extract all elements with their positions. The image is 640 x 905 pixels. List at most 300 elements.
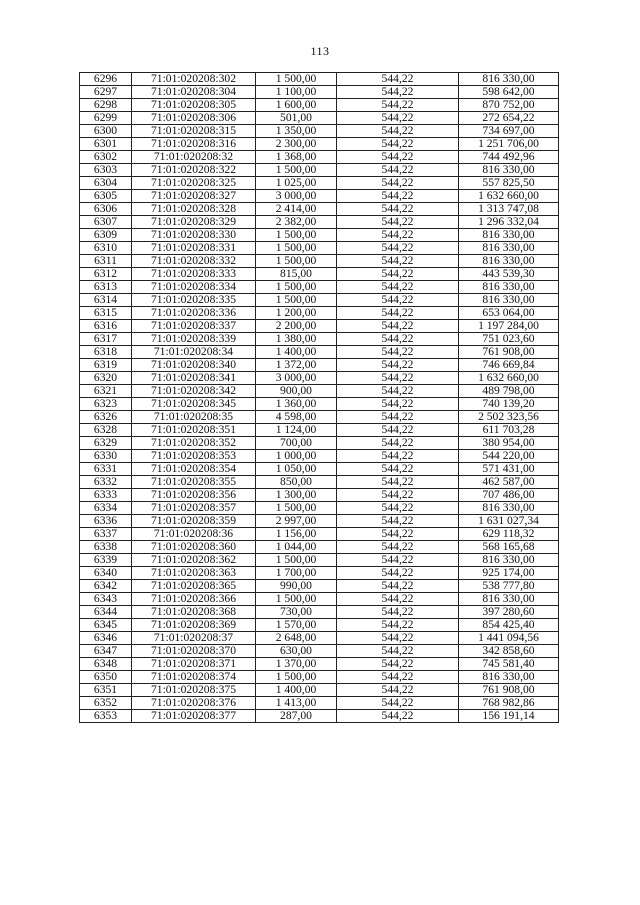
rate-cell: 544,22 [337, 203, 459, 216]
area-cell: 1 500,00 [256, 593, 337, 606]
row-number-cell: 6353 [80, 710, 132, 723]
table-row [80, 554, 559, 567]
area-cell: 501,00 [256, 112, 337, 125]
value-cell: 1 251 706,00 [459, 138, 559, 151]
cadastral-number-cell: 71:01:020208:341 [132, 372, 256, 385]
row-number-cell: 6318 [80, 346, 132, 359]
table-row [80, 476, 559, 489]
rate-cell: 544,22 [337, 658, 459, 671]
row-number-cell: 6309 [80, 229, 132, 242]
row-number-cell: 6305 [80, 190, 132, 203]
row-number-cell: 6316 [80, 320, 132, 333]
area-cell: 3 000,00 [256, 190, 337, 203]
rate-cell: 544,22 [337, 463, 459, 476]
value-cell: 571 431,00 [459, 463, 559, 476]
cadastral-number-cell: 71:01:020208:360 [132, 541, 256, 554]
area-cell: 700,00 [256, 437, 337, 450]
table-row [80, 242, 559, 255]
area-cell: 1 500,00 [256, 242, 337, 255]
rate-cell: 544,22 [337, 398, 459, 411]
cadastral-number-cell: 71:01:020208:354 [132, 463, 256, 476]
value-cell: 538 777,80 [459, 580, 559, 593]
value-cell: 870 752,00 [459, 99, 559, 112]
table-row [80, 294, 559, 307]
value-cell: 462 587,00 [459, 476, 559, 489]
row-number-cell: 6332 [80, 476, 132, 489]
value-cell: 707 486,00 [459, 489, 559, 502]
table-row [80, 73, 559, 86]
cadastral-number-cell: 71:01:020208:356 [132, 489, 256, 502]
row-number-cell: 6350 [80, 671, 132, 684]
value-cell: 816 330,00 [459, 502, 559, 515]
table-row [80, 619, 559, 632]
table-row [80, 216, 559, 229]
cadastral-number-cell: 71:01:020208:36 [132, 528, 256, 541]
area-cell: 1 500,00 [256, 164, 337, 177]
rate-cell: 544,22 [337, 242, 459, 255]
area-cell: 630,00 [256, 645, 337, 658]
cadastral-number-cell: 71:01:020208:370 [132, 645, 256, 658]
table-row [80, 632, 559, 645]
row-number-cell: 6315 [80, 307, 132, 320]
rate-cell: 544,22 [337, 333, 459, 346]
table-row [80, 229, 559, 242]
rate-cell: 544,22 [337, 307, 459, 320]
row-number-cell: 6296 [80, 73, 132, 86]
cadastral-number-cell: 71:01:020208:377 [132, 710, 256, 723]
rate-cell: 544,22 [337, 138, 459, 151]
value-cell: 568 165,68 [459, 541, 559, 554]
area-cell: 1 124,00 [256, 424, 337, 437]
area-cell: 1 500,00 [256, 502, 337, 515]
rate-cell: 544,22 [337, 411, 459, 424]
value-cell: 2 502 323,56 [459, 411, 559, 424]
table-row [80, 489, 559, 502]
row-number-cell: 6317 [80, 333, 132, 346]
rate-cell: 544,22 [337, 671, 459, 684]
value-cell: 816 330,00 [459, 73, 559, 86]
rate-cell: 544,22 [337, 437, 459, 450]
cadastral-number-cell: 71:01:020208:371 [132, 658, 256, 671]
value-cell: 1 197 284,00 [459, 320, 559, 333]
rate-cell: 544,22 [337, 86, 459, 99]
row-number-cell: 6311 [80, 255, 132, 268]
value-cell: 816 330,00 [459, 281, 559, 294]
table-row [80, 437, 559, 450]
row-number-cell: 6320 [80, 372, 132, 385]
rate-cell: 544,22 [337, 359, 459, 372]
cadastral-number-cell: 71:01:020208:329 [132, 216, 256, 229]
value-cell: 816 330,00 [459, 593, 559, 606]
cadastral-number-cell: 71:01:020208:359 [132, 515, 256, 528]
value-cell: 1 313 747,08 [459, 203, 559, 216]
row-number-cell: 6314 [80, 294, 132, 307]
rate-cell: 544,22 [337, 476, 459, 489]
value-cell: 443 539,30 [459, 268, 559, 281]
cadastral-number-cell: 71:01:020208:355 [132, 476, 256, 489]
row-number-cell: 6352 [80, 697, 132, 710]
cadastral-number-cell: 71:01:020208:336 [132, 307, 256, 320]
cadastral-number-cell: 71:01:020208:322 [132, 164, 256, 177]
value-cell: 816 330,00 [459, 294, 559, 307]
area-cell: 1 500,00 [256, 255, 337, 268]
rate-cell: 544,22 [337, 528, 459, 541]
value-cell: 816 330,00 [459, 671, 559, 684]
area-cell: 900,00 [256, 385, 337, 398]
cadastral-number-cell: 71:01:020208:374 [132, 671, 256, 684]
row-number-cell: 6330 [80, 450, 132, 463]
row-number-cell: 6331 [80, 463, 132, 476]
table-row [80, 307, 559, 320]
value-cell: 1 296 332,04 [459, 216, 559, 229]
cadastral-number-cell: 71:01:020208:305 [132, 99, 256, 112]
area-cell: 1 500,00 [256, 294, 337, 307]
table-row [80, 528, 559, 541]
table-row [80, 658, 559, 671]
value-cell: 598 642,00 [459, 86, 559, 99]
table-row [80, 333, 559, 346]
value-cell: 156 191,14 [459, 710, 559, 723]
area-cell: 1 370,00 [256, 658, 337, 671]
row-number-cell: 6346 [80, 632, 132, 645]
cadastral-number-cell: 71:01:020208:357 [132, 502, 256, 515]
value-cell: 816 330,00 [459, 242, 559, 255]
rate-cell: 544,22 [337, 619, 459, 632]
cadastral-number-cell: 71:01:020208:365 [132, 580, 256, 593]
row-number-cell: 6298 [80, 99, 132, 112]
area-cell: 990,00 [256, 580, 337, 593]
table-row [80, 99, 559, 112]
row-number-cell: 6329 [80, 437, 132, 450]
value-cell: 489 798,00 [459, 385, 559, 398]
cadastral-number-cell: 71:01:020208:334 [132, 281, 256, 294]
table-row [80, 138, 559, 151]
value-cell: 744 492,96 [459, 151, 559, 164]
table-row [80, 567, 559, 580]
cadastral-number-cell: 71:01:020208:339 [132, 333, 256, 346]
value-cell: 1 631 027,34 [459, 515, 559, 528]
rate-cell: 544,22 [337, 593, 459, 606]
area-cell: 1 200,00 [256, 307, 337, 320]
table-row [80, 346, 559, 359]
rate-cell: 544,22 [337, 73, 459, 86]
value-cell: 816 330,00 [459, 164, 559, 177]
value-cell: 611 703,28 [459, 424, 559, 437]
value-cell: 653 064,00 [459, 307, 559, 320]
cadastral-number-cell: 71:01:020208:368 [132, 606, 256, 619]
table-row [80, 697, 559, 710]
area-cell: 1 368,00 [256, 151, 337, 164]
rate-cell: 544,22 [337, 190, 459, 203]
table-row [80, 593, 559, 606]
row-number-cell: 6344 [80, 606, 132, 619]
cadastral-number-cell: 71:01:020208:37 [132, 632, 256, 645]
value-cell: 342 858,60 [459, 645, 559, 658]
area-cell: 1 400,00 [256, 346, 337, 359]
row-number-cell: 6299 [80, 112, 132, 125]
rate-cell: 544,22 [337, 632, 459, 645]
cadastral-number-cell: 71:01:020208:337 [132, 320, 256, 333]
row-number-cell: 6303 [80, 164, 132, 177]
area-cell: 1 570,00 [256, 619, 337, 632]
rate-cell: 544,22 [337, 489, 459, 502]
rate-cell: 544,22 [337, 216, 459, 229]
value-cell: 734 697,00 [459, 125, 559, 138]
row-number-cell: 6334 [80, 502, 132, 515]
rate-cell: 544,22 [337, 320, 459, 333]
rate-cell: 544,22 [337, 372, 459, 385]
table-row [80, 203, 559, 216]
table-row [80, 255, 559, 268]
area-cell: 1 500,00 [256, 554, 337, 567]
table-row [80, 580, 559, 593]
table-row [80, 424, 559, 437]
table-row [80, 671, 559, 684]
table-row [80, 190, 559, 203]
table-row [80, 281, 559, 294]
table-row [80, 710, 559, 723]
table-row [80, 606, 559, 619]
area-cell: 1 156,00 [256, 528, 337, 541]
cadastral-number-cell: 71:01:020208:351 [132, 424, 256, 437]
row-number-cell: 6339 [80, 554, 132, 567]
row-number-cell: 6338 [80, 541, 132, 554]
rate-cell: 544,22 [337, 502, 459, 515]
row-number-cell: 6343 [80, 593, 132, 606]
cadastral-number-cell: 71:01:020208:352 [132, 437, 256, 450]
table-row [80, 268, 559, 281]
area-cell: 1 025,00 [256, 177, 337, 190]
row-number-cell: 6313 [80, 281, 132, 294]
table-row [80, 502, 559, 515]
row-number-cell: 6328 [80, 424, 132, 437]
area-cell: 1 300,00 [256, 489, 337, 502]
area-cell: 1 050,00 [256, 463, 337, 476]
value-cell: 272 654,22 [459, 112, 559, 125]
row-number-cell: 6302 [80, 151, 132, 164]
area-cell: 1 500,00 [256, 73, 337, 86]
cadastral-number-cell: 71:01:020208:369 [132, 619, 256, 632]
row-number-cell: 6340 [80, 567, 132, 580]
table-row [80, 177, 559, 190]
rate-cell: 544,22 [337, 697, 459, 710]
rate-cell: 544,22 [337, 424, 459, 437]
value-cell: 629 118,32 [459, 528, 559, 541]
value-cell: 557 825,50 [459, 177, 559, 190]
rate-cell: 544,22 [337, 554, 459, 567]
value-cell: 761 908,00 [459, 684, 559, 697]
area-cell: 1 600,00 [256, 99, 337, 112]
area-cell: 1 372,00 [256, 359, 337, 372]
area-cell: 850,00 [256, 476, 337, 489]
area-cell: 1 350,00 [256, 125, 337, 138]
row-number-cell: 6348 [80, 658, 132, 671]
rate-cell: 544,22 [337, 567, 459, 580]
rate-cell: 544,22 [337, 710, 459, 723]
value-cell: 854 425,40 [459, 619, 559, 632]
row-number-cell: 6307 [80, 216, 132, 229]
value-cell: 544 220,00 [459, 450, 559, 463]
area-cell: 287,00 [256, 710, 337, 723]
cadastral-number-cell: 71:01:020208:331 [132, 242, 256, 255]
table-body [80, 73, 559, 723]
area-cell: 2 382,00 [256, 216, 337, 229]
area-cell: 1 400,00 [256, 684, 337, 697]
table-row [80, 541, 559, 554]
row-number-cell: 6336 [80, 515, 132, 528]
area-cell: 1 360,00 [256, 398, 337, 411]
cadastral-number-cell: 71:01:020208:332 [132, 255, 256, 268]
rate-cell: 544,22 [337, 580, 459, 593]
rate-cell: 544,22 [337, 515, 459, 528]
area-cell: 1 044,00 [256, 541, 337, 554]
cadastral-number-cell: 71:01:020208:302 [132, 73, 256, 86]
area-cell: 1 000,00 [256, 450, 337, 463]
value-cell: 740 139,20 [459, 398, 559, 411]
cadastral-value-table [79, 72, 559, 723]
value-cell: 751 023,60 [459, 333, 559, 346]
cadastral-number-cell: 71:01:020208:345 [132, 398, 256, 411]
value-cell: 768 982,86 [459, 697, 559, 710]
cadastral-number-cell: 71:01:020208:316 [132, 138, 256, 151]
rate-cell: 544,22 [337, 151, 459, 164]
area-cell: 1 100,00 [256, 86, 337, 99]
row-number-cell: 6321 [80, 385, 132, 398]
value-cell: 925 174,00 [459, 567, 559, 580]
table-row [80, 645, 559, 658]
rate-cell: 544,22 [337, 177, 459, 190]
row-number-cell: 6351 [80, 684, 132, 697]
area-cell: 730,00 [256, 606, 337, 619]
row-number-cell: 6326 [80, 411, 132, 424]
cadastral-number-cell: 71:01:020208:32 [132, 151, 256, 164]
cadastral-number-cell: 71:01:020208:353 [132, 450, 256, 463]
cadastral-number-cell: 71:01:020208:366 [132, 593, 256, 606]
area-cell: 2 300,00 [256, 138, 337, 151]
table-row [80, 463, 559, 476]
rate-cell: 544,22 [337, 164, 459, 177]
row-number-cell: 6342 [80, 580, 132, 593]
cadastral-number-cell: 71:01:020208:376 [132, 697, 256, 710]
table-row [80, 359, 559, 372]
cadastral-number-cell: 71:01:020208:340 [132, 359, 256, 372]
rate-cell: 544,22 [337, 268, 459, 281]
row-number-cell: 6297 [80, 86, 132, 99]
cadastral-number-cell: 71:01:020208:35 [132, 411, 256, 424]
rate-cell: 544,22 [337, 450, 459, 463]
table-row [80, 86, 559, 99]
rate-cell: 544,22 [337, 281, 459, 294]
area-cell: 3 000,00 [256, 372, 337, 385]
rate-cell: 544,22 [337, 606, 459, 619]
value-cell: 397 280,60 [459, 606, 559, 619]
cadastral-number-cell: 71:01:020208:315 [132, 125, 256, 138]
table-row [80, 684, 559, 697]
cadastral-number-cell: 71:01:020208:306 [132, 112, 256, 125]
table-row [80, 372, 559, 385]
rate-cell: 544,22 [337, 645, 459, 658]
rate-cell: 544,22 [337, 99, 459, 112]
row-number-cell: 6323 [80, 398, 132, 411]
area-cell: 1 500,00 [256, 281, 337, 294]
rate-cell: 544,22 [337, 125, 459, 138]
cadastral-number-cell: 71:01:020208:328 [132, 203, 256, 216]
area-cell: 1 500,00 [256, 229, 337, 242]
cadastral-number-cell: 71:01:020208:335 [132, 294, 256, 307]
value-cell: 1 441 094,56 [459, 632, 559, 645]
table-row [80, 398, 559, 411]
cadastral-number-cell: 71:01:020208:333 [132, 268, 256, 281]
cadastral-number-cell: 71:01:020208:362 [132, 554, 256, 567]
rate-cell: 544,22 [337, 385, 459, 398]
row-number-cell: 6300 [80, 125, 132, 138]
row-number-cell: 6333 [80, 489, 132, 502]
area-cell: 1 700,00 [256, 567, 337, 580]
cadastral-number-cell: 71:01:020208:34 [132, 346, 256, 359]
value-cell: 380 954,00 [459, 437, 559, 450]
row-number-cell: 6310 [80, 242, 132, 255]
row-number-cell: 6337 [80, 528, 132, 541]
rate-cell: 544,22 [337, 541, 459, 554]
table-row [80, 411, 559, 424]
area-cell: 2 414,00 [256, 203, 337, 216]
area-cell: 2 997,00 [256, 515, 337, 528]
value-cell: 1 632 660,00 [459, 372, 559, 385]
area-cell: 2 648,00 [256, 632, 337, 645]
row-number-cell: 6347 [80, 645, 132, 658]
table-row [80, 515, 559, 528]
page-number: 113 [310, 44, 330, 58]
row-number-cell: 6301 [80, 138, 132, 151]
table-row [80, 151, 559, 164]
area-cell: 4 598,00 [256, 411, 337, 424]
cadastral-number-cell: 71:01:020208:327 [132, 190, 256, 203]
cadastral-number-cell: 71:01:020208:363 [132, 567, 256, 580]
cadastral-number-cell: 71:01:020208:342 [132, 385, 256, 398]
table-row [80, 112, 559, 125]
rate-cell: 544,22 [337, 229, 459, 242]
cadastral-number-cell: 71:01:020208:325 [132, 177, 256, 190]
value-cell: 816 330,00 [459, 554, 559, 567]
value-cell: 816 330,00 [459, 255, 559, 268]
cadastral-number-cell: 71:01:020208:304 [132, 86, 256, 99]
rate-cell: 544,22 [337, 255, 459, 268]
row-number-cell: 6319 [80, 359, 132, 372]
row-number-cell: 6312 [80, 268, 132, 281]
table-row [80, 385, 559, 398]
rate-cell: 544,22 [337, 294, 459, 307]
table-row [80, 164, 559, 177]
area-cell: 1 380,00 [256, 333, 337, 346]
table-row [80, 125, 559, 138]
value-cell: 746 669,84 [459, 359, 559, 372]
rate-cell: 544,22 [337, 112, 459, 125]
area-cell: 2 200,00 [256, 320, 337, 333]
table-row [80, 450, 559, 463]
area-cell: 815,00 [256, 268, 337, 281]
row-number-cell: 6306 [80, 203, 132, 216]
value-cell: 1 632 660,00 [459, 190, 559, 203]
area-cell: 1 500,00 [256, 671, 337, 684]
rate-cell: 544,22 [337, 346, 459, 359]
cadastral-number-cell: 71:01:020208:375 [132, 684, 256, 697]
value-cell: 816 330,00 [459, 229, 559, 242]
table-row [80, 320, 559, 333]
rate-cell: 544,22 [337, 684, 459, 697]
row-number-cell: 6345 [80, 619, 132, 632]
value-cell: 761 908,00 [459, 346, 559, 359]
row-number-cell: 6304 [80, 177, 132, 190]
